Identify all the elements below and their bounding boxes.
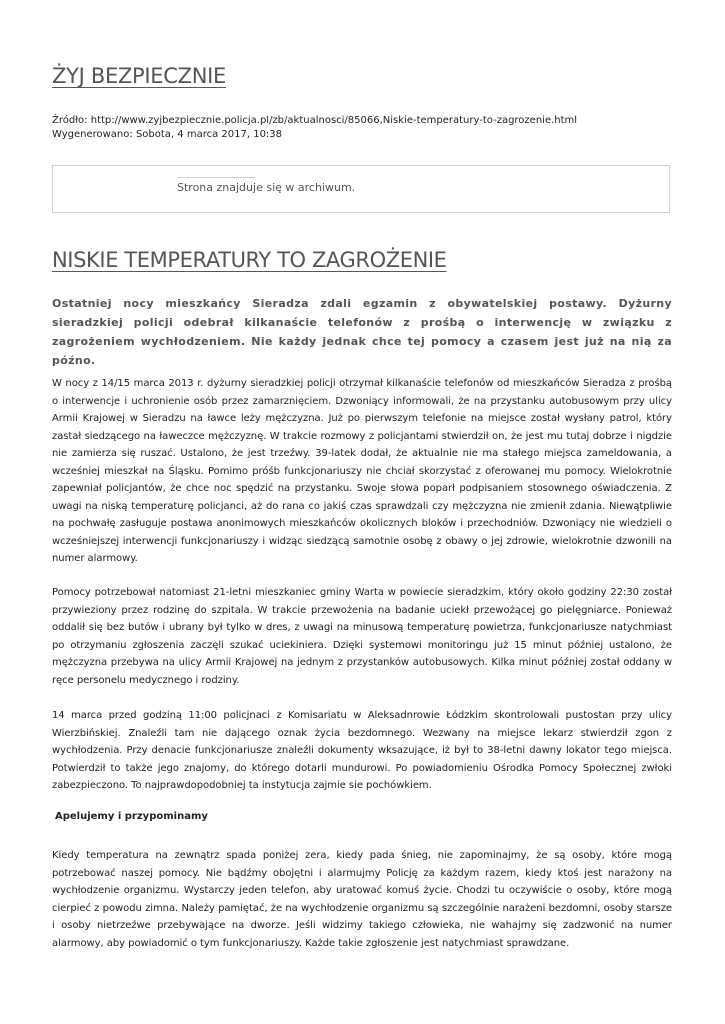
- article-title: NISKIE TEMPERATURY TO ZAGROŻENIE: [52, 248, 447, 272]
- article-paragraph-2: Pomocy potrzebował natomiast 21-letni mieszkaniec gminy Warta w powiecie sieradzkim, który około godziny 22:30 został przywieziony przez rodzinę do szpitala. W trakcie przewożenia na badanie uciekł przewożącej go pielęgniarce. Ponieważ oddalił się bez butów i ubrany był tylko w dres, z uwagi na minusową temperaturę powietrza, funkcjonariusze natychmiast po otrzymaniu zgłoszenia zaczęli szukać uciekiniera. Dzięki systemowi monitoringu już 15 minut później ustalono, że mężczyzna przebywa na ulicy Armii Krajowej na jednym z przystanków autobusowych. Kilka minut później został oddany w ręce personelu medycznego i rodziny.: [52, 587, 672, 686]
- generated-date: Sobota, 4 marca 2017, 10:38: [135, 129, 283, 140]
- article-closing-paragraph: Kiedy temperatura na zewnątrz spada poniżej zera, kiedy pada śnieg, nie zapominajmy, że są osoby, które mogą potrzebować naszej pomocy. Nie bądźmy obojętni i alarmujmy Policję za każdym razem, kiedy ktoś jest narażony na wychłodzenie organizmu. Wystarczy jeden telefon, aby uratować komuś życie. Chodzi tu oczywiście o osoby, które mogą cierpieć z powodu zimna. Należy pamiętać, że na wychłodzenie organizmu są szczególnie narażeni bezdomni, osoby starsze i osoby nietrzeźwe przebywające na dworze. Jeśli widzimy takiego człowieka, nie wahajmy się zadzwonić na numer alarmowy, aby powiadomić o tym funkcjonariuszy. Każde takie zgłoszenie jest natychmiast sprawdzane.: [52, 850, 672, 949]
- archive-notice-divider: [177, 177, 255, 178]
- source-line: [52, 114, 577, 128]
- article-paragraph-3: 14 marca przed godziną 11:00 policjnaci z Komisariatu w Aleksadnrowie Łódzkim skontrolowali pustostan przy ulicy Wierzbińskiej. Znaleźli tam nie dającego oznak życia bezdomnego. Wezwany na miejsce lekarz stwierdził zgon z wychłodzenia. Przy denacie funkcjonariusze znaleźli dokumenty wksazujące, iż był to 38-letni dawny lokator tego miejsca. Potwierdził to także jego znajomy, do którego dotarli mundurowi. Po powiadomieniu Ośrodka Pomocy Społecznej zwłoki zabezpieczono. To najprawdopodobniej ta instytucja zajmie sie pochówkiem.: [52, 710, 672, 791]
- generated-label: Wygenerowano:: [52, 129, 133, 140]
- archive-notice-text: Strona znajduje się w archiwum.: [177, 181, 356, 194]
- article-subheading: Apelujemy i przypominamy: [55, 811, 208, 822]
- source-url-link[interactable]: http://www.zyjbezpiecznie.policja.pl/zb/aktualnosci/85066,Niskie-temperatury-to-zagrozenie.html: [90, 115, 578, 126]
- source-label: Źródło:: [52, 115, 88, 126]
- archive-notice-box: [52, 165, 670, 213]
- site-title: ŻYJ BEZPIECZNIE: [52, 64, 226, 88]
- generated-line: [52, 128, 577, 142]
- article-lead: Ostatniej nocy mieszkańcy Sieradza zdali egzamin z obywatelskiej postawy. Dyżurny sieradzkiej policji odebrał kilkanaście telefonów z prośbą o interwencję w związku z zagrożeniem wychłodzeniem. Nie każdy jednak chce tej pomocy a czasem jest już na nią za późno.: [52, 297, 672, 367]
- document-meta: [52, 114, 577, 142]
- article-paragraph-1: W nocy z 14/15 marca 2013 r. dyżurny sieradzkiej policji otrzymał kilkanaście telefonów od mieszkańców Sieradza z prośbą o interwencje i uchronienie osób przez zamarznięciem. Dzwoniący informowali, że na przystanku autobusowym przy ulicy Armii Krajowej w Sieradzu na ławce leży mężczyzna. Już po pierwszym telefonie na miejsce został wysłany patrol, który zastał siedzącego na ławeczce mężczyznę. W trakcie rozmowy z policjantami stwierdził on, że jest mu tutaj dobrze i nigdzie nie zamierza się ruszać. Ustalono, że jest trzeźwy. 39-latek dodał, że aktualnie nie ma stałego miejsca zameldowania, a wcześniej mieszkał na Śląsku. Pomimo próśb funkcjonariuszy nie chciał skorzystać z oferowanej mu pomocy. Wielokrotnie zapewniał policjantów, że chce noc spędzić na przystanku. Swoje słowa poparł podpisaniem stosownego oświadczenia. Z uwagi na niską temperaturę policjanci, aż do rana co jakiś czas sprawdzali czy mężczyzna nie zmienił zdania. Niewątpliwie na pochwałę zasługuje postawa anonimowych mieszkańców okolicznych bloków i przechodniów. Dzwoniący nie wiedzieli o wcześniejszej interwencji funkcjonariuszy i widząc siedzącą samotnie osobę z obawy o jej zdrowie, wielokrotnie dzwonili na numer alarmowy.: [52, 378, 672, 564]
